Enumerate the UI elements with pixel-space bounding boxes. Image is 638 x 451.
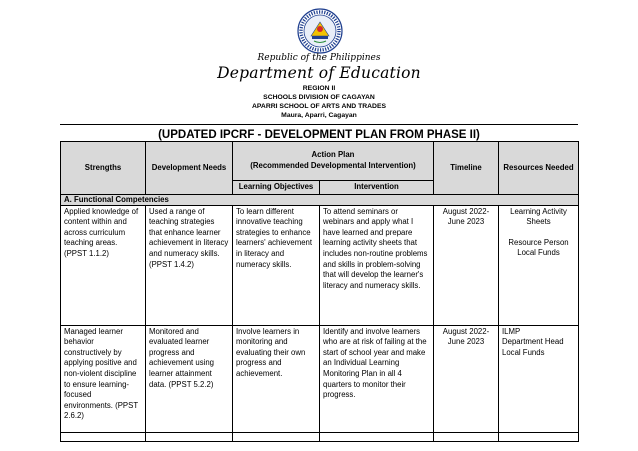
republic-label: Republic of the Philippines [257,53,381,63]
header-divider [60,124,578,125]
section-functional-competencies: A. Functional Competencies [61,194,579,205]
strength-cell: Managed learner behavior constructively by applying positive and non-violent discipline to ensure learning-focused environments. (PPST 2.6.2) [61,325,146,432]
intervention-cell: Identify and involve learners who are at risk of failing at the start of school year and make an Individual Learning Monitoring Plan in all 4 quarters to monitor their progress. [320,325,434,432]
resource-item: Local Funds [502,347,545,357]
objective-cell: Involve learners in monitoring and evaluating their own progress and achievement. [233,325,320,432]
resources-cell [499,325,579,432]
header-timeline: Timeline [434,142,499,195]
table-row-empty [61,432,579,441]
header-resources: Resources Needed [499,142,579,195]
region-label: REGION II [302,85,336,92]
school-name: APARRI SCHOOL OF ARTS AND TRADES [251,103,387,110]
division-label: SCHOOLS DIVISION OF CAGAYAN [263,94,375,101]
header-action-plan [233,142,434,181]
resource-item: ILMP [502,326,521,336]
table-row [61,205,579,325]
timeline-cell: August 2022- June 2023 [434,325,499,432]
timeline-cell: August 2022- June 2023 [434,205,499,325]
header-development-needs: Development Needs [146,142,233,195]
dev-need-cell: Used a range of teaching strategies that enhance learner achievement in literacy and numeracy skills. (PPST 1.4.2) [146,205,233,325]
resource-item: Learning Activity Sheets [510,206,567,227]
strength-cell: Applied knowledge of content within and across curriculum teaching areas. (PPST 1.1.2) [61,205,146,325]
resource-item: Resource Person Local Funds [508,237,569,258]
document-title: (UPDATED IPCRF - DEVELOPMENT PLAN FROM PHASE II) [158,129,480,141]
deped-seal-icon [297,8,343,54]
intervention-cell: To attend seminars or webinars and apply what I have learned and prepare learning activity sheets that includes non-routine problems and skills in problem-solving that will develop the learner's literacy and numeracy skills. [320,205,434,325]
header-learning-objectives: Learning Objectives [233,181,320,195]
school-address: Maura, Aparri, Cagayan [281,112,357,119]
department-title: Department of Education [217,64,421,82]
resources-cell [499,205,579,325]
action-plan-line2: (Recommended Developmental Intervention) [250,161,416,170]
objective-cell: To learn different innovative teaching strategies to enhance learners' achievement in literacy and numeracy skills. [233,205,320,325]
resource-item: Department Head [502,337,564,347]
header-intervention: Intervention [320,181,434,195]
development-plan-table [60,141,579,442]
dev-need-cell: Monitored and evaluated learner progress and achievement using learner attainment data. (PPST 5.2.2) [146,325,233,432]
table-row [61,325,579,432]
header-strengths: Strengths [61,142,146,195]
action-plan-line1: Action Plan [311,150,355,160]
